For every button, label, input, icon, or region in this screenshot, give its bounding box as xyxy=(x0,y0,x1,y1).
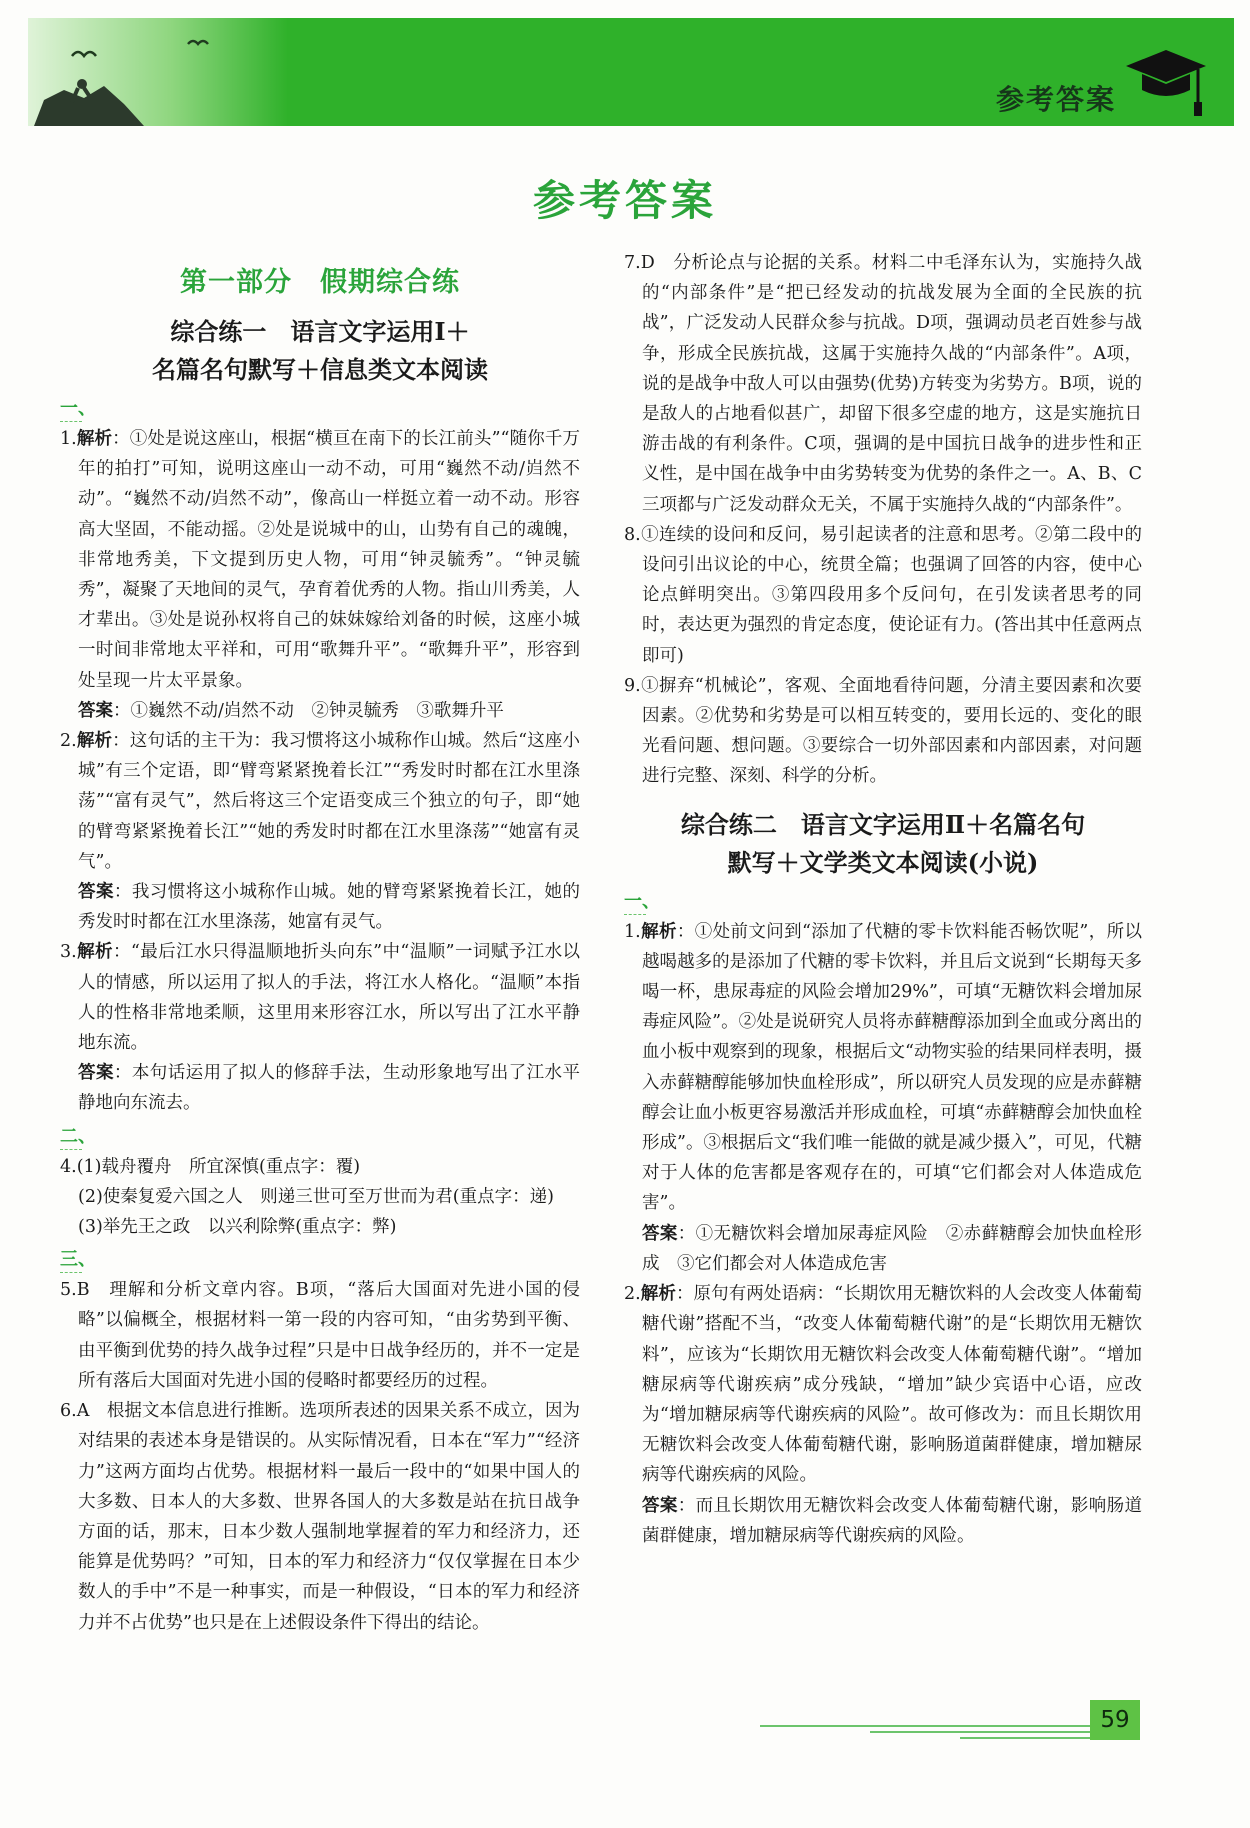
q3-jx-label: 解析 xyxy=(76,942,113,963)
q2-answer xyxy=(60,877,580,937)
r1-ans-label: 答案 xyxy=(642,1223,678,1244)
r1-ans-text: ：①无糖饮料会增加尿毒症风险 ②赤藓糖醇会加快血栓形成 ③它们都会对人体造成危害 xyxy=(642,1223,1143,1274)
section1-title-line1: 综合练一 语言文字运用Ⅰ＋ xyxy=(170,317,470,346)
q3-ans-text: ：本句话运用了拟人的修辞手法，生动形象地写出了江水平静地向东流去。 xyxy=(78,1063,580,1114)
q2-jx-label: 解析 xyxy=(76,731,113,752)
r2-ans-label: 答案 xyxy=(642,1495,678,1516)
r2-jx-label: 解析 xyxy=(640,1284,676,1305)
q1-ans-label: 答案 xyxy=(78,700,113,721)
q1-ans-text: ：①巍然不动/岿然不动 ②钟灵毓秀 ③歌舞升平 xyxy=(113,700,504,721)
section-marker-two: 二、 xyxy=(60,1125,82,1150)
q1-jx-label: 解析 xyxy=(76,429,113,449)
q3-ans-label: 答案 xyxy=(78,1063,114,1084)
q2-text: ：这句话的主干为：我习惯将这小城称作山城。然后“这座小城”有三个定语，即“臂弯紧紧挽着长江”“秀发时时都在江水里涤荡”“富有灵气”，然后将这三个定语变成三个独立的句子，即“她的臂弯紧紧挽着长江”“她的秀发时时都在江水里涤荡”“她富有灵气”。 xyxy=(78,731,580,872)
r1-jx-label: 解析 xyxy=(640,921,677,942)
q1-answer xyxy=(60,696,580,726)
q2-number: 2. xyxy=(60,731,77,752)
q4-item1: 4.(1)载舟覆舟 所宜深慎(重点字：覆) xyxy=(60,1156,361,1177)
r2-answer xyxy=(624,1491,1142,1551)
page-number: 59 xyxy=(1090,1700,1140,1740)
r1-answer xyxy=(624,1219,1142,1279)
section-marker-one-b: 一、 xyxy=(624,890,646,915)
section1-title xyxy=(60,313,580,389)
footer-lines xyxy=(760,1700,1090,1740)
r2-ans-text: ：而且长期饮用无糖饮料会改变人体葡萄糖代谢，影响肠道菌群健康，增加糖尿病等代谢疾病的风险。 xyxy=(642,1495,1143,1546)
q2-analysis xyxy=(60,726,580,877)
q9-text: 9.①摒弃“机械论”，客观、全面地看待问题，分清主要因素和次要因素。②优势和劣势是可以相互转变的，要用长远的、变化的眼光看问题、想问题。③要综合一切外部因素和内部因素，对问题进行完整、深刻、科学的分析。 xyxy=(624,675,1142,787)
header-banner xyxy=(28,18,1234,126)
q8-text: 8.①连续的设问和反问，易引起读者的注意和思考。②第二段中的设问引出议论的中心，统贯全篇；也强调了回答的内容，使中心论点鲜明突出。③第四段用多个反问句，在引发读者思考的同时，表达更为强烈的肯定态度，使论证有力。(答出其中任意两点即可) xyxy=(624,524,1142,666)
r2-number: 2. xyxy=(624,1284,641,1305)
q3-text: ：“最后江水只得温顺地折头向东”中“温顺”一词赋予江水以人的情感，所以运用了拟人的手法，将江水人格化。“温顺”本指人的性格非常地柔顺，这里用来形容江水，所以写出了江水平静地东流。 xyxy=(78,942,580,1054)
q2-ans-text: ：我习惯将这小城称作山城。她的臂弯紧紧挽着长江，她的秀发时时都在江水里涤荡，她富有灵气。 xyxy=(78,882,580,933)
graduation-cap-icon xyxy=(1124,42,1208,126)
r2-analysis xyxy=(624,1279,1142,1490)
q7-text: 7.D 分析论点与论据的关系。材料二中毛泽东认为，实施持久战的“内部条件”是“把已经发动的抗战发展为全面的全民族的抗战”，广泛发动人民群众参与抗战。D项，强调动员老百姓参与战争，形成全民族抗战，这属于实施持久战的“内部条件”。A项，说的是战争中敌人可以由强势(优势)方转变为劣势方。B项，说的是敌人的占地看似甚广，却留下很多空虚的地方，这是实施抗日游击战的有利条件。C项，强调的是中国抗日战争的进步性和正义性，是中国在战争中由劣势转变为优势的条件之一。A、B、C三项都与广泛发动群众无关，不属于实施持久战的“内部条件”。 xyxy=(624,253,1142,515)
q3-analysis xyxy=(60,937,580,1058)
q4-item2: (2)使秦复爱六国之人 则递三世可至万世而为君(重点字：递) xyxy=(78,1186,554,1207)
r2-text: ：原句有两处语病：“长期饮用无糖饮料的人会改变人体葡萄糖代谢”搭配不当，“改变人体葡萄糖代谢”的是“长期饮用无糖饮料”，应该为“长期饮用无糖饮料会改变人体葡萄糖代谢”。“增加糖尿病等代谢疾病”成分残缺，“增加”缺少宾语中心语，应改为“增加糖尿病等代谢疾病的风险”。故可修改为：而且长期饮用无糖饮料会改变人体葡萄糖代谢，影响肠道菌群健康，增加糖尿病等代谢疾病的风险。 xyxy=(642,1284,1142,1486)
section-marker-one: 一、 xyxy=(60,397,82,422)
section2-title xyxy=(624,806,1142,882)
q4-item3: (3)举先王之政 以兴利除弊(重点字：弊) xyxy=(78,1217,397,1238)
q1-number: 1. xyxy=(60,429,77,449)
q3-number: 3. xyxy=(60,942,77,963)
q6-text: 6.A 根据文本信息进行推断。选项所表述的因果关系不成立，因为对结果的表述本身是错误的。从实际情况看，日本在“军力”“经济力”这两方面均占优势。根据材料一最后一段中的“如果中国人的大多数、日本人的大多数、世界各国人的大多数是站在抗日战争方面的话，那末，日本少数人强制地掌握着的军力和经济力，还能算是优势吗？”可知，日本的军力和经济力“仅仅掌握在日本少数人的手中”不是一种事实，而是一种假设，“日本的军力和经济力并不占优势”也只是在上述假设条件下得出的结论。 xyxy=(60,1401,580,1633)
r1-analysis xyxy=(624,917,1142,1219)
q1-analysis xyxy=(60,424,580,696)
banner-title: 参考答案 xyxy=(995,83,1116,116)
q1-text: ：①处是说这座山，根据“横亘在南下的长江前头”“随你千万年的拍打”可知，说明这座山一动不动，可用“巍然不动/岿然不动”。“巍然不动/岿然不动”，像高山一样挺立着一动不动。形容高大坚固，不能动摇。②处是说城中的山，山势有自己的魂魄，非常地秀美，下文提到历史人物，可用“钟灵毓秀”。“钟灵毓秀”，凝聚了天地间的灵气，孕育着优秀的人物。指山川秀美，人才辈出。③处是说孙权将自己的妹妹嫁给刘备的时候，这座小城一时间非常地太平祥和，可用“歌舞升平”。“歌舞升平”，形容到处呈现一片太平景象。 xyxy=(78,429,581,691)
section2-title-line1: 综合练二 语言文字运用Ⅱ＋名篇名句 xyxy=(680,809,1086,839)
r1-number: 1. xyxy=(624,921,641,942)
page-title: 参考答案 xyxy=(532,176,717,225)
left-column xyxy=(60,248,580,1638)
q5-text: 5.B 理解和分析文章内容。B项，“落后大国面对先进小国的侵略”以偏概全，根据材料一第一段的内容可知，“由劣势到平衡、由平衡到优势的持久战争过程”只是中日战争经历的，并不一定是所有落后大国面对先进小国的侵略时都要经历的过程。 xyxy=(60,1280,580,1391)
climber-rock-icon xyxy=(34,70,144,126)
right-column xyxy=(624,248,1142,1551)
q2-ans-label: 答案 xyxy=(78,882,114,903)
section2-title-line2: 默写＋文学类文本阅读(小说) xyxy=(727,847,1039,877)
section1-title-line2: 名篇名句默写＋信息类文本阅读 xyxy=(152,355,488,384)
part-title: 第一部分 假期综合练 xyxy=(180,267,460,298)
r1-text: ：①处前文问到“添加了代糖的零卡饮料能否畅饮呢”，所以越喝越多的是添加了代糖的零卡饮料，并且后文说到“长期每天多喝一杯，患尿毒症的风险会增加29%”，可填“无糖饮料会增加尿毒症风险”。②处是说研究人员将赤藓糖醇添加到全血或分离出的血小板中观察到的现象，根据后文“动物实验的结果同样表明，摄入赤藓糖醇能够加快血栓形成”，所以研究人员发现的应是赤藓糖醇会让血小板更容易激活并形成血栓，可填“赤藓糖醇会加快血栓形成”。③根据后文“我们唯一能做的就是减少摄入”，可见，代糖对于人体的危害都是客观存在的，可填“它们都会对人体造成危害”。 xyxy=(642,921,1142,1214)
q3-answer xyxy=(60,1058,580,1118)
section-marker-three: 三、 xyxy=(60,1248,82,1273)
birds-icon xyxy=(68,34,248,74)
